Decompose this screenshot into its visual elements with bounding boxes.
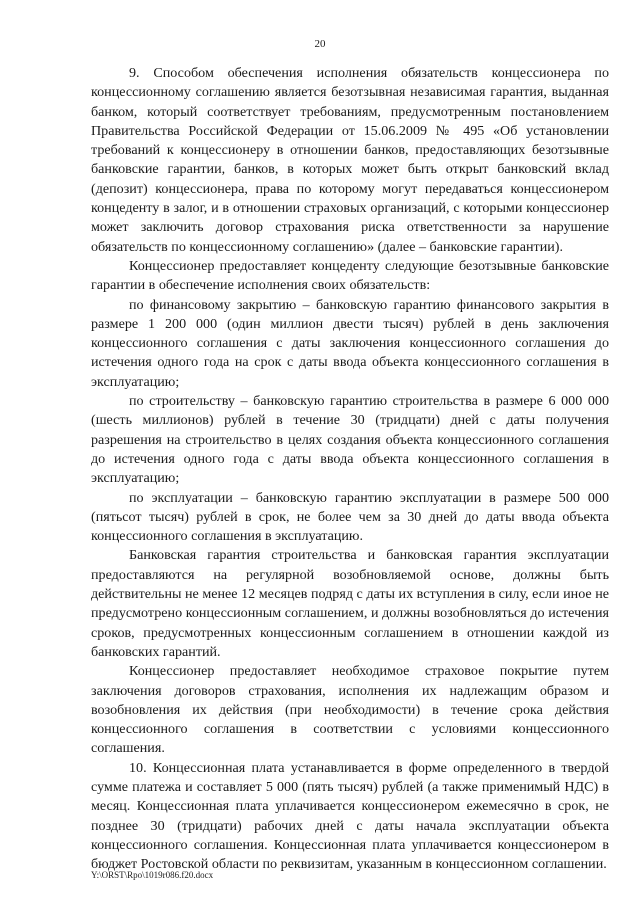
paragraph-concession-fee: 10. Концессионная плата устанавливается в форме определенного в твердой сумме платежа и составляет 5 000 (пять тысяч) рублей (а также применимый НДС) в месяц. Концессионная плата уплачивается концессионером ежемесячно в срок, не позднее 30 (тридцати) рабочих дней с даты начала эксплуатации объекта концессионного соглашения. Концессионная плата уплачивается концессионером в бюджет Ростовской области по реквизитам, указанным в концессионном соглашении.	[91, 759, 609, 873]
paragraph-financial-closing: по финансовому закрытию – банковскую гарантию финансового закрытия в размере 1 200 000 (один миллион двести тысяч) рублей в день заключения концессионного соглашения с даты заключения концессионного соглашения до истечения одного года на срок с даты ввода объекта концессионного соглашения в эксплуатацию;	[91, 296, 609, 390]
page-number: 20	[314, 38, 326, 50]
paragraph-insurance: Концессионер предоставляет необходимое страховое покрытие путем заключения договоров страхования, исполнения их надлежащим образом и возобновления их действия (при необходимости) в течение срока действия концессионного соглашения в соответствии с условиями концессионного соглашения.	[91, 663, 609, 757]
document-body	[91, 64, 609, 874]
paragraph-guarantee-renewal: Банковская гарантия строительства и банковская гарантия эксплуатации предоставляются на регулярной возобновляемой основе, должны быть действительны не менее 12 месяцев подряд с даты их вступления в силу, если иное не предусмотрено концессионным соглашением, и должны возобновляться до истечения сроков, предусмотренных концессионным соглашением в отношении каждой из банковских гарантий.	[91, 547, 609, 660]
paragraph-security-clause: 9. Способом обеспечения исполнения обязательств концессионера по концессионному соглашению является безотзывная независимая гарантия, выданная банком, который соответствует требованиям, предусмотренным постановлением Правительства Российской Федерации от 15.06.2009 № 495 «Об установлении требований к концессионеру в отношении банков, предоставляющих безотзывные банковские гарантии, банков, в которых может быть открыт банковский вклад (депозит) концессионера, права по которому могут передаваться концессионером концеденту в залог, и в отношении страховых организаций, с которыми концессионер может заключить договор страхования риска ответственности за нарушение обязательств по концессионному соглашению» (далее – банковские гарантии).	[91, 65, 609, 255]
paragraph-guarantees-intro: Концессионер предоставляет концеденту следующие безотзывные банковские гарантии в обеспечение исполнения своих обязательств:	[91, 257, 609, 294]
paragraph-operation: по эксплуатации – банковскую гарантию эксплуатации в размере 500 000 (пятьсот тысяч) рублей в срок, не более чем за 30 дней до даты ввода объекта концессионного соглашения в эксплуатацию.	[91, 489, 609, 545]
paragraph-construction: по строительству – банковскую гарантию строительства в размере 6 000 000 (шесть миллионов) рублей в течение 30 (тридцати) дней с даты получения разрешения на строительство в целях создания объекта концессионного соглашения до истечения одного года с даты ввода объекта концессионного соглашения в эксплуатацию;	[91, 393, 609, 487]
footer-file-path: Y:\ORST\Rpo\1019r086.f20.docx	[91, 870, 214, 880]
